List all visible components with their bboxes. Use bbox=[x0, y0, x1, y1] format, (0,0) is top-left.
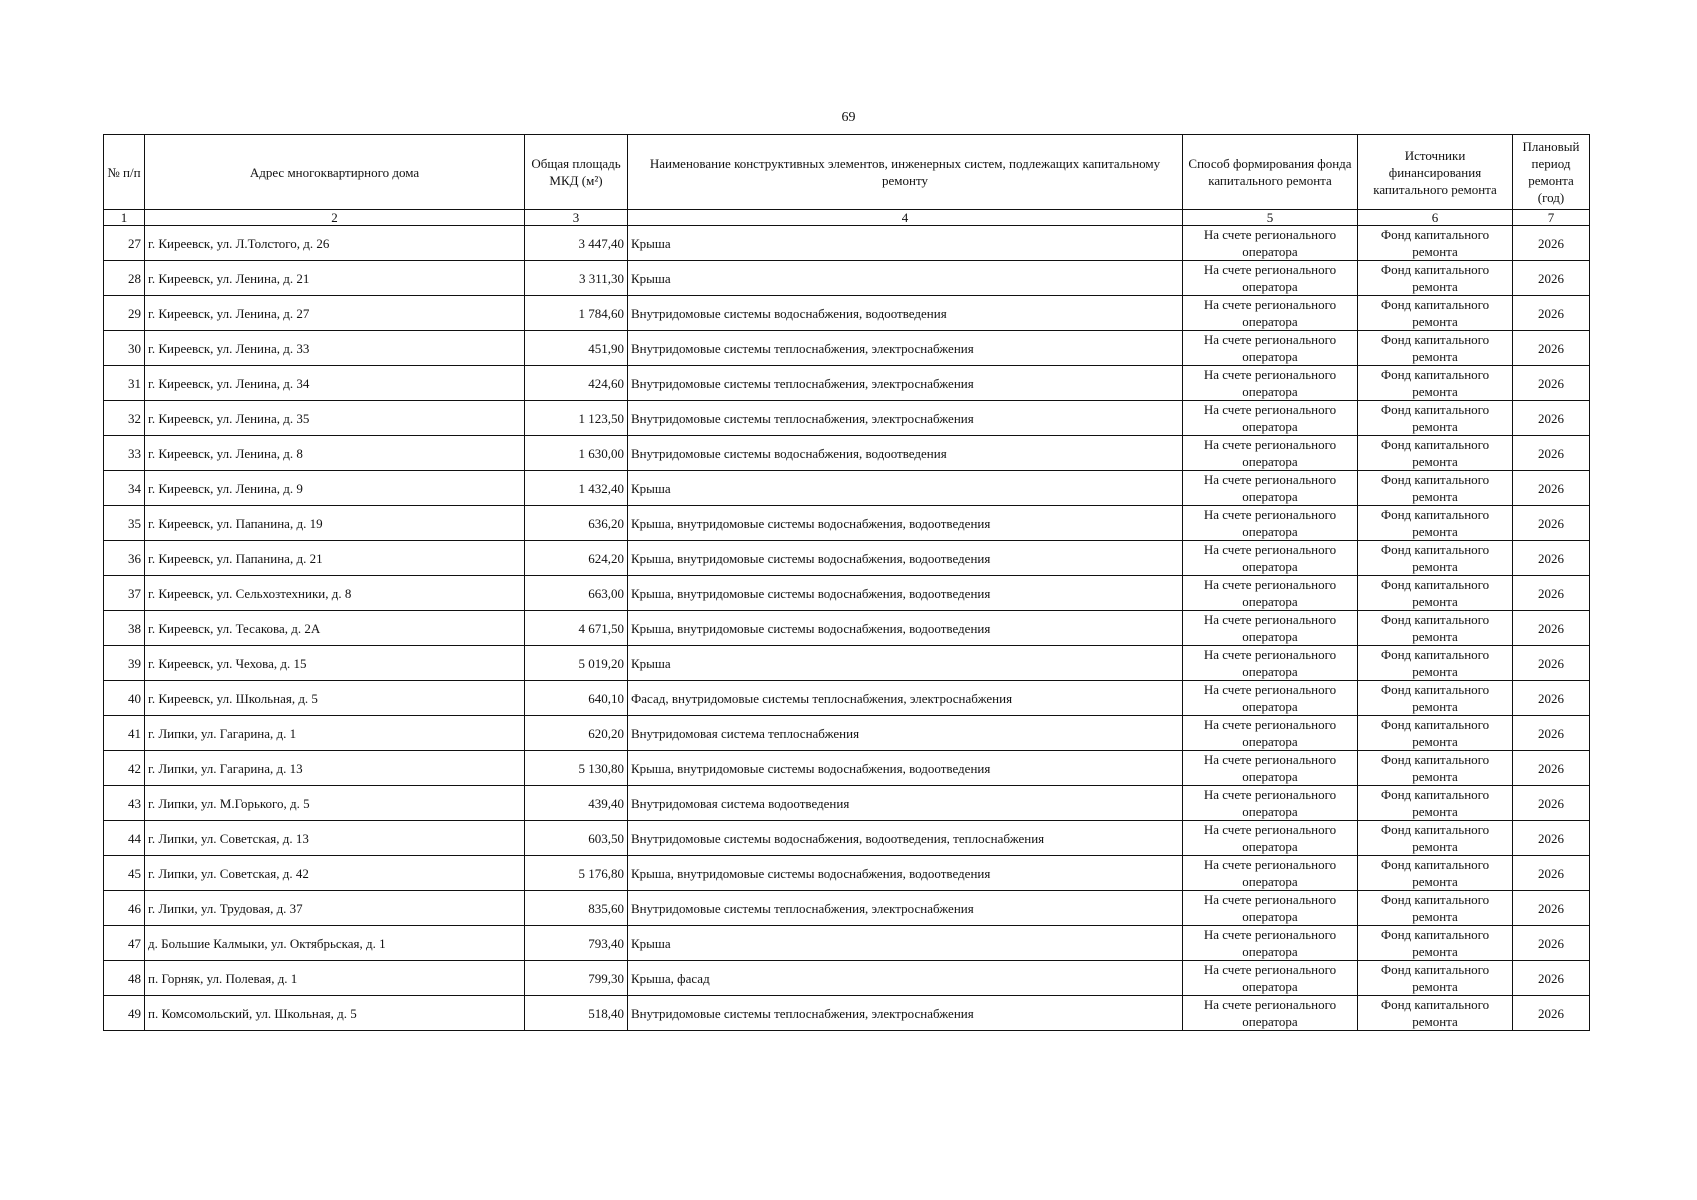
area-cell: 799,30 bbox=[525, 961, 628, 996]
row-number: 45 bbox=[104, 856, 145, 891]
area-cell: 518,40 bbox=[525, 996, 628, 1031]
row-number: 29 bbox=[104, 296, 145, 331]
area-cell: 624,20 bbox=[525, 541, 628, 576]
header-number: № п/п bbox=[104, 135, 145, 210]
period-cell: 2026 bbox=[1513, 996, 1590, 1031]
period-cell: 2026 bbox=[1513, 891, 1590, 926]
row-number: 43 bbox=[104, 786, 145, 821]
row-number: 44 bbox=[104, 821, 145, 856]
elements-cell: Внутридомовые системы теплоснабжения, электроснабжения bbox=[628, 401, 1183, 436]
elements-cell: Крыша bbox=[628, 926, 1183, 961]
funding-method-cell: На счете регионального оператора bbox=[1183, 751, 1358, 786]
funding-method-cell: На счете регионального оператора bbox=[1183, 961, 1358, 996]
row-number: 27 bbox=[104, 226, 145, 261]
row-number: 46 bbox=[104, 891, 145, 926]
elements-cell: Крыша, внутридомовые системы водоснабжения, водоотведения bbox=[628, 541, 1183, 576]
funding-source-cell: Фонд капитального ремонта bbox=[1358, 576, 1513, 611]
funding-source-cell: Фонд капитального ремонта bbox=[1358, 821, 1513, 856]
row-number: 41 bbox=[104, 716, 145, 751]
elements-cell: Внутридомовая система теплоснабжения bbox=[628, 716, 1183, 751]
area-cell: 424,60 bbox=[525, 366, 628, 401]
column-number: 1 bbox=[104, 210, 145, 226]
period-cell: 2026 bbox=[1513, 856, 1590, 891]
period-cell: 2026 bbox=[1513, 786, 1590, 821]
period-cell: 2026 bbox=[1513, 471, 1590, 506]
row-number: 35 bbox=[104, 506, 145, 541]
header-period: Плановый период ремонта (год) bbox=[1513, 135, 1590, 210]
funding-source-cell: Фонд капитального ремонта bbox=[1358, 611, 1513, 646]
period-cell: 2026 bbox=[1513, 681, 1590, 716]
elements-cell: Крыша bbox=[628, 471, 1183, 506]
area-cell: 620,20 bbox=[525, 716, 628, 751]
funding-method-cell: На счете регионального оператора bbox=[1183, 646, 1358, 681]
elements-cell: Внутридомовые системы водоснабжения, водоотведения bbox=[628, 436, 1183, 471]
table-row bbox=[104, 716, 1590, 751]
header-address: Адрес многоквартирного дома bbox=[145, 135, 525, 210]
period-cell: 2026 bbox=[1513, 716, 1590, 751]
elements-cell: Крыша bbox=[628, 646, 1183, 681]
address-cell: г. Липки, ул. Трудовая, д. 37 bbox=[145, 891, 525, 926]
area-cell: 5 176,80 bbox=[525, 856, 628, 891]
elements-cell: Внутридомовые системы теплоснабжения, электроснабжения bbox=[628, 331, 1183, 366]
column-number: 4 bbox=[628, 210, 1183, 226]
funding-method-cell: На счете регионального оператора bbox=[1183, 716, 1358, 751]
area-cell: 3 447,40 bbox=[525, 226, 628, 261]
funding-source-cell: Фонд капитального ремонта bbox=[1358, 541, 1513, 576]
elements-cell: Крыша, внутридомовые системы водоснабжения, водоотведения bbox=[628, 856, 1183, 891]
elements-cell: Внутридомовые системы водоснабжения, водоотведения, теплоснабжения bbox=[628, 821, 1183, 856]
period-cell: 2026 bbox=[1513, 541, 1590, 576]
elements-cell: Крыша, внутридомовые системы водоснабжения, водоотведения bbox=[628, 576, 1183, 611]
period-cell: 2026 bbox=[1513, 401, 1590, 436]
row-number: 30 bbox=[104, 331, 145, 366]
funding-source-cell: Фонд капитального ремонта bbox=[1358, 961, 1513, 996]
row-number: 34 bbox=[104, 471, 145, 506]
address-cell: г. Киреевск, ул. Ленина, д. 34 bbox=[145, 366, 525, 401]
area-cell: 439,40 bbox=[525, 786, 628, 821]
funding-method-cell: На счете регионального оператора bbox=[1183, 296, 1358, 331]
area-cell: 1 123,50 bbox=[525, 401, 628, 436]
funding-source-cell: Фонд капитального ремонта bbox=[1358, 506, 1513, 541]
address-cell: п. Комсомольский, ул. Школьная, д. 5 bbox=[145, 996, 525, 1031]
table-row bbox=[104, 856, 1590, 891]
column-number: 5 bbox=[1183, 210, 1358, 226]
funding-source-cell: Фонд капитального ремонта bbox=[1358, 856, 1513, 891]
elements-cell: Фасад, внутридомовые системы теплоснабжения, электроснабжения bbox=[628, 681, 1183, 716]
elements-cell: Крыша, фасад bbox=[628, 961, 1183, 996]
period-cell: 2026 bbox=[1513, 226, 1590, 261]
area-cell: 793,40 bbox=[525, 926, 628, 961]
row-number: 49 bbox=[104, 996, 145, 1031]
period-cell: 2026 bbox=[1513, 961, 1590, 996]
address-cell: г. Киреевск, ул. Ленина, д. 21 bbox=[145, 261, 525, 296]
funding-method-cell: На счете регионального оператора bbox=[1183, 506, 1358, 541]
elements-cell: Внутридомовые системы теплоснабжения, электроснабжения bbox=[628, 366, 1183, 401]
address-cell: г. Липки, ул. Гагарина, д. 13 bbox=[145, 751, 525, 786]
address-cell: г. Липки, ул. Советская, д. 42 bbox=[145, 856, 525, 891]
row-number: 28 bbox=[104, 261, 145, 296]
funding-method-cell: На счете регионального оператора bbox=[1183, 226, 1358, 261]
address-cell: г. Киреевск, ул. Ленина, д. 35 bbox=[145, 401, 525, 436]
address-cell: г. Киреевск, ул. Тесакова, д. 2А bbox=[145, 611, 525, 646]
table-row bbox=[104, 296, 1590, 331]
address-cell: г. Киреевск, ул. Сельхозтехники, д. 8 bbox=[145, 576, 525, 611]
address-cell: г. Киреевск, ул. Ленина, д. 9 bbox=[145, 471, 525, 506]
table-row bbox=[104, 681, 1590, 716]
funding-method-cell: На счете регионального оператора bbox=[1183, 436, 1358, 471]
table-row bbox=[104, 506, 1590, 541]
area-cell: 4 671,50 bbox=[525, 611, 628, 646]
funding-method-cell: На счете регионального оператора bbox=[1183, 926, 1358, 961]
funding-source-cell: Фонд капитального ремонта bbox=[1358, 786, 1513, 821]
table-row bbox=[104, 961, 1590, 996]
funding-source-cell: Фонд капитального ремонта bbox=[1358, 261, 1513, 296]
address-cell: г. Киреевск, ул. Школьная, д. 5 bbox=[145, 681, 525, 716]
funding-method-cell: На счете регионального оператора bbox=[1183, 681, 1358, 716]
area-cell: 1 630,00 bbox=[525, 436, 628, 471]
funding-method-cell: На счете регионального оператора bbox=[1183, 786, 1358, 821]
funding-method-cell: На счете регионального оператора bbox=[1183, 261, 1358, 296]
elements-cell: Внутридомовые системы водоснабжения, водоотведения bbox=[628, 296, 1183, 331]
elements-cell: Крыша bbox=[628, 261, 1183, 296]
funding-source-cell: Фонд капитального ремонта bbox=[1358, 366, 1513, 401]
table-row bbox=[104, 611, 1590, 646]
table-row bbox=[104, 261, 1590, 296]
address-cell: г. Липки, ул. Гагарина, д. 1 bbox=[145, 716, 525, 751]
elements-cell: Крыша, внутридомовые системы водоснабжения, водоотведения bbox=[628, 506, 1183, 541]
funding-source-cell: Фонд капитального ремонта bbox=[1358, 401, 1513, 436]
row-number: 31 bbox=[104, 366, 145, 401]
address-cell: д. Большие Калмыки, ул. Октябрьская, д. 1 bbox=[145, 926, 525, 961]
header-area: Общая площадь МКД (м²) bbox=[525, 135, 628, 210]
address-cell: г. Киреевск, ул. Ленина, д. 33 bbox=[145, 331, 525, 366]
funding-method-cell: На счете регионального оператора bbox=[1183, 856, 1358, 891]
header-source: Источники финансирования капитального ремонта bbox=[1358, 135, 1513, 210]
header-elements: Наименование конструктивных элементов, инженерных систем, подлежащих капитальному ремонту bbox=[628, 135, 1183, 210]
row-number: 37 bbox=[104, 576, 145, 611]
area-cell: 5 019,20 bbox=[525, 646, 628, 681]
area-cell: 3 311,30 bbox=[525, 261, 628, 296]
funding-source-cell: Фонд капитального ремонта bbox=[1358, 751, 1513, 786]
column-number: 7 bbox=[1513, 210, 1590, 226]
funding-method-cell: На счете регионального оператора bbox=[1183, 996, 1358, 1031]
period-cell: 2026 bbox=[1513, 296, 1590, 331]
column-number: 3 bbox=[525, 210, 628, 226]
table-row bbox=[104, 436, 1590, 471]
area-cell: 1 784,60 bbox=[525, 296, 628, 331]
funding-source-cell: Фонд капитального ремонта bbox=[1358, 226, 1513, 261]
elements-cell: Внутридомовые системы теплоснабжения, электроснабжения bbox=[628, 891, 1183, 926]
row-number: 47 bbox=[104, 926, 145, 961]
column-number-row bbox=[104, 210, 1590, 226]
area-cell: 640,10 bbox=[525, 681, 628, 716]
table-row bbox=[104, 541, 1590, 576]
funding-method-cell: На счете регионального оператора bbox=[1183, 611, 1358, 646]
page-number: 69 bbox=[841, 110, 856, 125]
funding-method-cell: На счете регионального оператора bbox=[1183, 891, 1358, 926]
funding-method-cell: На счете регионального оператора bbox=[1183, 366, 1358, 401]
funding-method-cell: На счете регионального оператора bbox=[1183, 401, 1358, 436]
row-number: 42 bbox=[104, 751, 145, 786]
table-row bbox=[104, 646, 1590, 681]
table-row bbox=[104, 751, 1590, 786]
funding-source-cell: Фонд капитального ремонта bbox=[1358, 926, 1513, 961]
row-number: 38 bbox=[104, 611, 145, 646]
address-cell: г. Киреевск, ул. Папанина, д. 21 bbox=[145, 541, 525, 576]
table-row bbox=[104, 996, 1590, 1031]
funding-method-cell: На счете регионального оператора bbox=[1183, 576, 1358, 611]
table-row bbox=[104, 226, 1590, 261]
table-row bbox=[104, 926, 1590, 961]
funding-source-cell: Фонд капитального ремонта bbox=[1358, 296, 1513, 331]
funding-source-cell: Фонд капитального ремонта bbox=[1358, 471, 1513, 506]
column-number: 2 bbox=[145, 210, 525, 226]
funding-source-cell: Фонд капитального ремонта bbox=[1358, 996, 1513, 1031]
elements-cell: Крыша, внутридомовые системы водоснабжения, водоотведения bbox=[628, 611, 1183, 646]
row-number: 32 bbox=[104, 401, 145, 436]
period-cell: 2026 bbox=[1513, 331, 1590, 366]
area-cell: 835,60 bbox=[525, 891, 628, 926]
address-cell: г. Киреевск, ул. Л.Толстого, д. 26 bbox=[145, 226, 525, 261]
address-cell: г. Липки, ул. Советская, д. 13 bbox=[145, 821, 525, 856]
column-number: 6 bbox=[1358, 210, 1513, 226]
area-cell: 5 130,80 bbox=[525, 751, 628, 786]
table-row bbox=[104, 786, 1590, 821]
table-body bbox=[104, 226, 1590, 1031]
address-cell: г. Киреевск, ул. Ленина, д. 8 bbox=[145, 436, 525, 471]
period-cell: 2026 bbox=[1513, 436, 1590, 471]
table-row bbox=[104, 401, 1590, 436]
row-number: 39 bbox=[104, 646, 145, 681]
row-number: 48 bbox=[104, 961, 145, 996]
funding-method-cell: На счете регионального оператора bbox=[1183, 541, 1358, 576]
funding-source-cell: Фонд капитального ремонта bbox=[1358, 646, 1513, 681]
header-row bbox=[104, 135, 1590, 210]
funding-source-cell: Фонд капитального ремонта bbox=[1358, 716, 1513, 751]
period-cell: 2026 bbox=[1513, 611, 1590, 646]
area-cell: 603,50 bbox=[525, 821, 628, 856]
table-row bbox=[104, 471, 1590, 506]
table-row bbox=[104, 331, 1590, 366]
funding-method-cell: На счете регионального оператора bbox=[1183, 331, 1358, 366]
repair-plan-table bbox=[103, 134, 1590, 1031]
row-number: 33 bbox=[104, 436, 145, 471]
funding-source-cell: Фонд капитального ремонта bbox=[1358, 891, 1513, 926]
header-method: Способ формирования фонда капитального ремонта bbox=[1183, 135, 1358, 210]
elements-cell: Внутридомовые системы теплоснабжения, электроснабжения bbox=[628, 996, 1183, 1031]
address-cell: п. Горняк, ул. Полевая, д. 1 bbox=[145, 961, 525, 996]
period-cell: 2026 bbox=[1513, 751, 1590, 786]
address-cell: г. Киреевск, ул. Папанина, д. 19 bbox=[145, 506, 525, 541]
funding-source-cell: Фонд капитального ремонта bbox=[1358, 331, 1513, 366]
period-cell: 2026 bbox=[1513, 821, 1590, 856]
funding-source-cell: Фонд капитального ремонта bbox=[1358, 436, 1513, 471]
period-cell: 2026 bbox=[1513, 576, 1590, 611]
table-row bbox=[104, 821, 1590, 856]
address-cell: г. Липки, ул. М.Горького, д. 5 bbox=[145, 786, 525, 821]
table-row bbox=[104, 366, 1590, 401]
table-row bbox=[104, 891, 1590, 926]
funding-source-cell: Фонд капитального ремонта bbox=[1358, 681, 1513, 716]
period-cell: 2026 bbox=[1513, 366, 1590, 401]
area-cell: 1 432,40 bbox=[525, 471, 628, 506]
funding-method-cell: На счете регионального оператора bbox=[1183, 821, 1358, 856]
area-cell: 636,20 bbox=[525, 506, 628, 541]
period-cell: 2026 bbox=[1513, 926, 1590, 961]
row-number: 40 bbox=[104, 681, 145, 716]
area-cell: 663,00 bbox=[525, 576, 628, 611]
period-cell: 2026 bbox=[1513, 646, 1590, 681]
area-cell: 451,90 bbox=[525, 331, 628, 366]
period-cell: 2026 bbox=[1513, 261, 1590, 296]
address-cell: г. Киреевск, ул. Ленина, д. 27 bbox=[145, 296, 525, 331]
row-number: 36 bbox=[104, 541, 145, 576]
elements-cell: Крыша, внутридомовые системы водоснабжения, водоотведения bbox=[628, 751, 1183, 786]
table-row bbox=[104, 576, 1590, 611]
elements-cell: Крыша bbox=[628, 226, 1183, 261]
elements-cell: Внутридомовая система водоотведения bbox=[628, 786, 1183, 821]
funding-method-cell: На счете регионального оператора bbox=[1183, 471, 1358, 506]
address-cell: г. Киреевск, ул. Чехова, д. 15 bbox=[145, 646, 525, 681]
period-cell: 2026 bbox=[1513, 506, 1590, 541]
